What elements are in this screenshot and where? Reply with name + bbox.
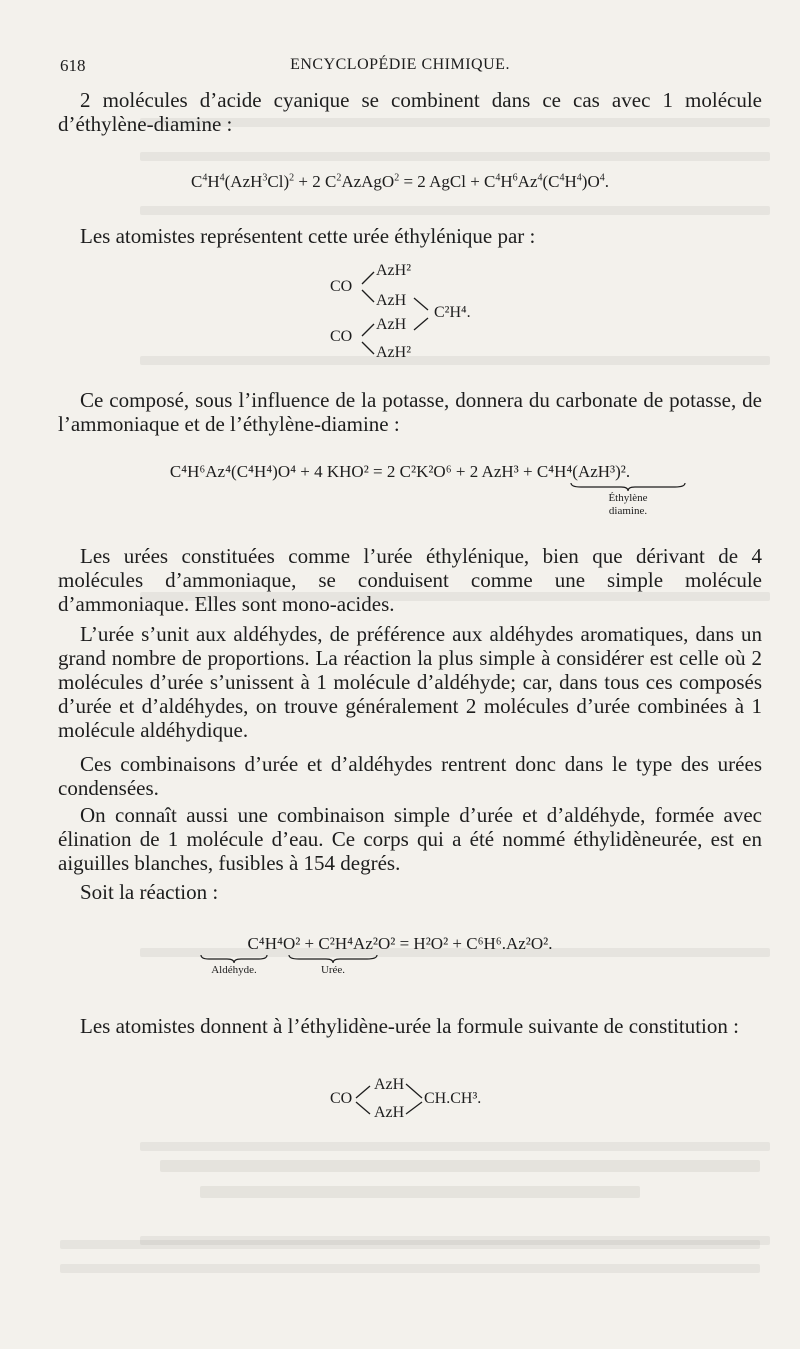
paragraph-ethylideneuree: On connaît aussi une combinaison simple d’urée et d’aldéhyde, formée avec élination de 1 molécule d’eau. Ce corps qui a été nommé éthylidèneurée, est en aiguilles blanches, fusibles à 154 degrés.	[58, 803, 762, 875]
underbrace	[199, 954, 269, 964]
brace-aldehyde	[198, 954, 270, 977]
running-title: ENCYCLOPÉDIE CHIMIQUE.	[290, 56, 510, 73]
show-through	[140, 1142, 770, 1151]
underbrace	[569, 482, 687, 492]
page-header	[60, 56, 740, 80]
azh-b: AzH	[376, 316, 407, 333]
brace-uree	[286, 954, 380, 977]
label-aldehyde: Aldéhyde.	[211, 964, 257, 976]
azh-top: AzH	[374, 1076, 405, 1093]
brace-label-diamine: diamine.	[608, 505, 648, 517]
paragraph-atomistes: Les atomistes représentent cette urée éthylénique par :	[80, 224, 536, 248]
equation-2: C⁴H⁶Az⁴(C⁴H⁴)O⁴ + 4 KHO² = 2 C²K²O⁶ + 2 AzH³ + C⁴H⁴(AzH³)².	[169, 462, 631, 481]
ch-ch3-group: CH.CH³.	[424, 1090, 482, 1107]
equation-3: C⁴H⁴O² + C²H⁴Az²O² = H²O² + C⁶H⁶.Az²O².	[247, 934, 553, 953]
c2h4-group: C²H⁴.	[434, 304, 471, 321]
paragraph-combinaisons: Ces combinaisons d’urée et d’aldéhydes rentrent donc dans le type des urées condensées.	[58, 752, 762, 800]
bond-lines	[330, 262, 530, 362]
azh2-top: AzH²	[376, 262, 412, 279]
equation-1: $C^4H^4(AzH^3Cl)^2 + 2$ $C^2AzAgO^2 = 2$ AgCl + $C^4H^6Az^4(C^4H^4)O^4$.	[191, 172, 609, 191]
co-group-top: CO	[330, 278, 353, 295]
show-through	[60, 1240, 760, 1249]
label-uree: Urée.	[320, 964, 346, 976]
paragraph-potasse: Ce composé, sous l’influence de la potasse, donnera du carbonate de potasse, de l’ammoniaque et de l’éthylène-diamine :	[58, 388, 762, 436]
show-through	[60, 1264, 760, 1273]
brace-ethylene-diamine	[568, 482, 688, 518]
paragraph-uree-aldehydes: L’urée s’unit aux aldéhydes, de préférence aux aldéhydes aromatiques, dans un grand nombre de proportions. La réaction la plus simple à considérer est celle où 2 molécules d’urée s’unissent à 1 molécule d’aldéhyde; car, dans tous ces composés d’urée et d’aldéhydes, on trouve généralement 2 molécules d’urée combinées à 1 molécule aldéhydique.	[58, 622, 762, 742]
underbrace	[287, 954, 379, 964]
show-through	[140, 152, 770, 161]
paragraph-ethylidene-formule: Les atomistes donnent à l’éthylidène-urée la formule suivante de constitution :	[80, 1014, 739, 1038]
page-number: 618	[60, 56, 86, 75]
show-through-heading	[200, 1186, 640, 1198]
brace-label-ethylene: Éthylène	[608, 492, 648, 504]
co-group: CO	[330, 1090, 353, 1107]
co-group-bottom: CO	[330, 328, 353, 345]
paragraph-urees-constituees: Les urées constituées comme l’urée éthylénique, bien que dérivant de 4 molécules d’ammoniaque, se conduisent comme une simple molécule d’ammoniaque. Elles sont mono-acides.	[58, 544, 762, 616]
paragraph-intro: 2 molécules d’acide cyanique se combinent dans ce cas avec 1 molécule d’éthylène-diamine :	[58, 88, 762, 136]
azh-a: AzH	[376, 292, 407, 309]
structural-formula-ethylidene-urea	[330, 1074, 530, 1124]
azh2-bottom: AzH²	[376, 344, 412, 361]
show-through-heading	[160, 1160, 760, 1172]
structural-formula-ethylene-urea	[330, 262, 530, 362]
paragraph-reaction: Soit la réaction :	[80, 880, 219, 904]
show-through	[140, 206, 770, 215]
azh-bottom: AzH	[374, 1104, 405, 1121]
